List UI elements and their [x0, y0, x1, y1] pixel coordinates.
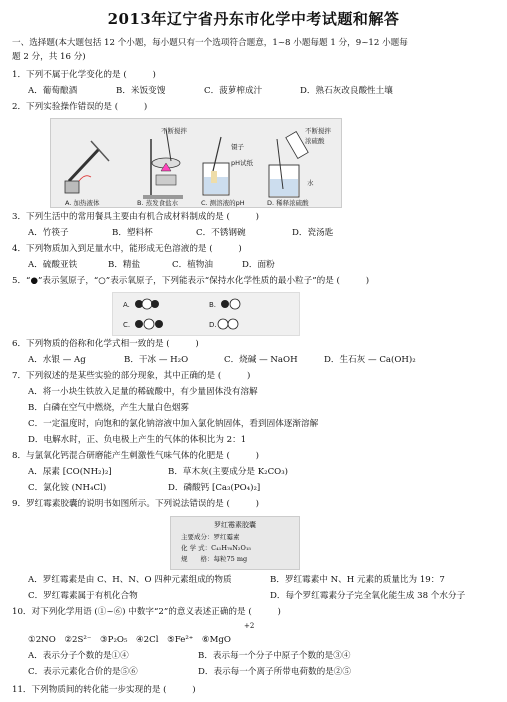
q9-option-c: C．罗红霉素属于有机化合物 [28, 591, 138, 601]
dilute-acid-illustration [269, 132, 308, 197]
q1-option-b: B．米饭变馊 [116, 86, 166, 96]
q10-symbols: ①2NO ②2S²⁻ ③P₂O₅ ④2Cl ⑤Fe²⁺ ⑥MgO [28, 635, 231, 645]
q11-stem: 11．下列物质间的转化能一步实现的是 ( ) [12, 685, 196, 695]
q7-option-b: B．白磷在空气中燃烧，产生大量白色烟雾 [28, 403, 190, 413]
q5-d-o-atom [218, 319, 228, 329]
section-intro-line1: 一、选择题(本大题包括 12 个小题，每小题只有一个选项符合题意，1~8 小题每题 1 分，9~12 小题每 [12, 38, 408, 48]
molecule-options-figure [113, 293, 299, 335]
q3-option-b: B．塑料杯 [112, 228, 153, 238]
q1-option-c: C．菠萝榨成汁 [204, 86, 263, 96]
q3-stem: 3．下列生活中的常用餐具主要由有机合成材料制成的是 ( ) [12, 212, 259, 222]
q10-option-b: B．表示每一个分子中原子个数的是③④ [198, 651, 351, 661]
q6-option-a: A．水银 — Ag [28, 355, 86, 365]
q2-label-tweezers: 镊子 [231, 143, 244, 151]
q8-options-row1 [28, 466, 507, 478]
q4-option-a: A．硫酸亚铁 [28, 260, 78, 270]
q2-caption-c: C. 测溶液的pH [201, 199, 245, 207]
q9-stem: 9．罗红霉素胶囊的说明书如图所示。下列说法错误的是 ( ) [12, 499, 259, 509]
q8-option-c: C．氯化铵 (NH₄Cl) [28, 483, 107, 493]
q6-options [28, 354, 507, 366]
q5-figure [112, 292, 300, 336]
q9-label-ingredient: 主要成分：罗红霉素 [181, 533, 240, 541]
q2-figure [50, 118, 342, 208]
lab-operations-figure [51, 119, 341, 207]
q5-label-d: D. [209, 321, 217, 329]
q9-label-formula: 化 学 式：C₄₁H₇₆N₂O₁₅ [181, 544, 252, 552]
q5-c-h-atom [135, 320, 143, 328]
q10-options-row1 [28, 650, 507, 662]
q4-option-c: C．植物油 [172, 260, 213, 270]
q6-stem: 6．下列物质的俗称和化学式相一致的是 ( ) [12, 339, 199, 349]
q9-option-a: A．罗红霉素是由 C、H、N、O 四种元素组成的物质 [28, 575, 232, 585]
evaporation-illustration [143, 129, 183, 199]
q2-label-water: 水 [307, 179, 314, 187]
q5-label-b: B. [209, 301, 217, 309]
q5-a-h-atom-2 [151, 300, 159, 308]
q10-options-row2 [28, 666, 507, 678]
q5-b-h-atom [221, 300, 229, 308]
q3-options [28, 227, 507, 239]
q8-stem: 8．与氯氧化钙混合研磨能产生刺激性气味气体的化肥是 ( ) [12, 451, 259, 461]
q9-option-b: B．罗红霉素中 N、H 元素的质量比为 19：7 [270, 575, 445, 585]
q2-caption-a: A. 加热液体 [65, 199, 100, 207]
q2-label-ph-paper: pH试纸 [231, 159, 254, 167]
q8-option-b: B．草木灰(主要成分是 K₂CO₃) [168, 467, 289, 477]
q5-b-o-atom [230, 299, 240, 309]
q4-options [28, 259, 507, 271]
q8-options-row2 [28, 482, 507, 494]
q1-stem: 1．下列不属于化学变化的是 ( ) [12, 70, 156, 80]
q8-option-a: A．尿素 [CO(NH₂)₂] [28, 467, 112, 477]
q9-label-title: 罗红霉素胶囊 [214, 521, 256, 529]
q8-option-d: D．磷酸钙 [Ca₃(PO₄)₂] [168, 483, 261, 493]
q2-caption-b: B. 蒸发食盐水 [137, 199, 179, 207]
q5-label-a: A. [123, 301, 130, 309]
heating-liquid-illustration [65, 141, 109, 193]
q1-option-d: D．熟石灰改良酸性土壤 [300, 86, 393, 96]
q7-option-a: A．将一小块生铁放入足量的稀硫酸中，有少量固体没有溶解 [28, 387, 258, 397]
q1-option-a: A．葡萄酿酒 [28, 86, 78, 96]
q9-options-row2 [28, 590, 507, 602]
q2-stem: 2．下列实验操作错误的是 ( ) [12, 102, 148, 112]
q10-stem: 10．对下列化学用语 (①~⑥) 中数字“2”的意义表述正确的是 ( ) [12, 607, 281, 617]
q6-option-b: B．干冰 — H₂O [124, 355, 189, 365]
q5-stem: 5．“●”表示氢原子，“○”表示氧原子，下列能表示“保持水化学性质的最小粒子”的是 ( ) [12, 276, 370, 286]
q9-options-row1 [28, 574, 507, 586]
q5-a-o-atom [142, 299, 152, 309]
q1-options [28, 85, 507, 97]
section-intro-line2: 题 2 分，共 16 分) [12, 52, 86, 62]
q7-stem: 7．下列叙述的是某些实验的部分现象，其中正确的是 ( ) [12, 371, 251, 381]
page-title: 2013年辽宁省丹东市化学中考试题和解答 [107, 10, 400, 28]
q4-option-b: B．精盐 [108, 260, 141, 270]
q5-label-c: C. [123, 321, 131, 329]
q3-option-a: A．竹筷子 [28, 228, 69, 238]
q9-label-spec: 规 格：每粒75 mg [181, 555, 248, 563]
ph-test-illustration [203, 137, 229, 195]
q5-c-o-atom [144, 319, 154, 329]
q2-label-stir-d: 不断搅拌 [305, 127, 331, 135]
q10-valence-note: +2 [244, 622, 255, 630]
q4-stem: 4．下列物质加入到足量水中，能形成无色溶液的是 ( ) [12, 244, 242, 254]
q2-label-stir-b: 不断搅拌 [161, 127, 187, 135]
q4-option-d: D．面粉 [242, 260, 275, 270]
q2-caption-d: D. 稀释浓硫酸 [267, 199, 309, 207]
q7-option-d: D．电解水时，正、负电极上产生的气体的体积比为 2：1 [28, 435, 247, 445]
q9-drug-label [170, 516, 300, 570]
q3-option-d: D．瓷汤匙 [292, 228, 334, 238]
q10-option-a: A．表示分子个数的是①④ [28, 651, 129, 661]
q7-option-c: C．一定温度时，向饱和的氯化钠溶液中加入氯化钠固体，看到固体逐渐溶解 [28, 419, 319, 429]
q6-option-d: D．生石灰 — Ca(OH)₂ [324, 355, 416, 365]
q9-option-d: D．每个罗红霉素分子完全氧化能生成 38 个水分子 [270, 591, 466, 601]
q6-option-c: C．烧碱 — NaOH [224, 355, 298, 365]
q3-option-c: C．不锈钢碗 [196, 228, 246, 238]
q10-option-c: C．表示元素化合价的是⑤⑥ [28, 667, 138, 677]
q2-label-acid: 浓硫酸 [305, 137, 325, 145]
q10-option-d: D．表示每一个离子所带电荷数的是②⑤ [198, 667, 351, 677]
q5-c-h-atom-2 [155, 320, 163, 328]
q5-d-o-atom-2 [228, 319, 238, 329]
